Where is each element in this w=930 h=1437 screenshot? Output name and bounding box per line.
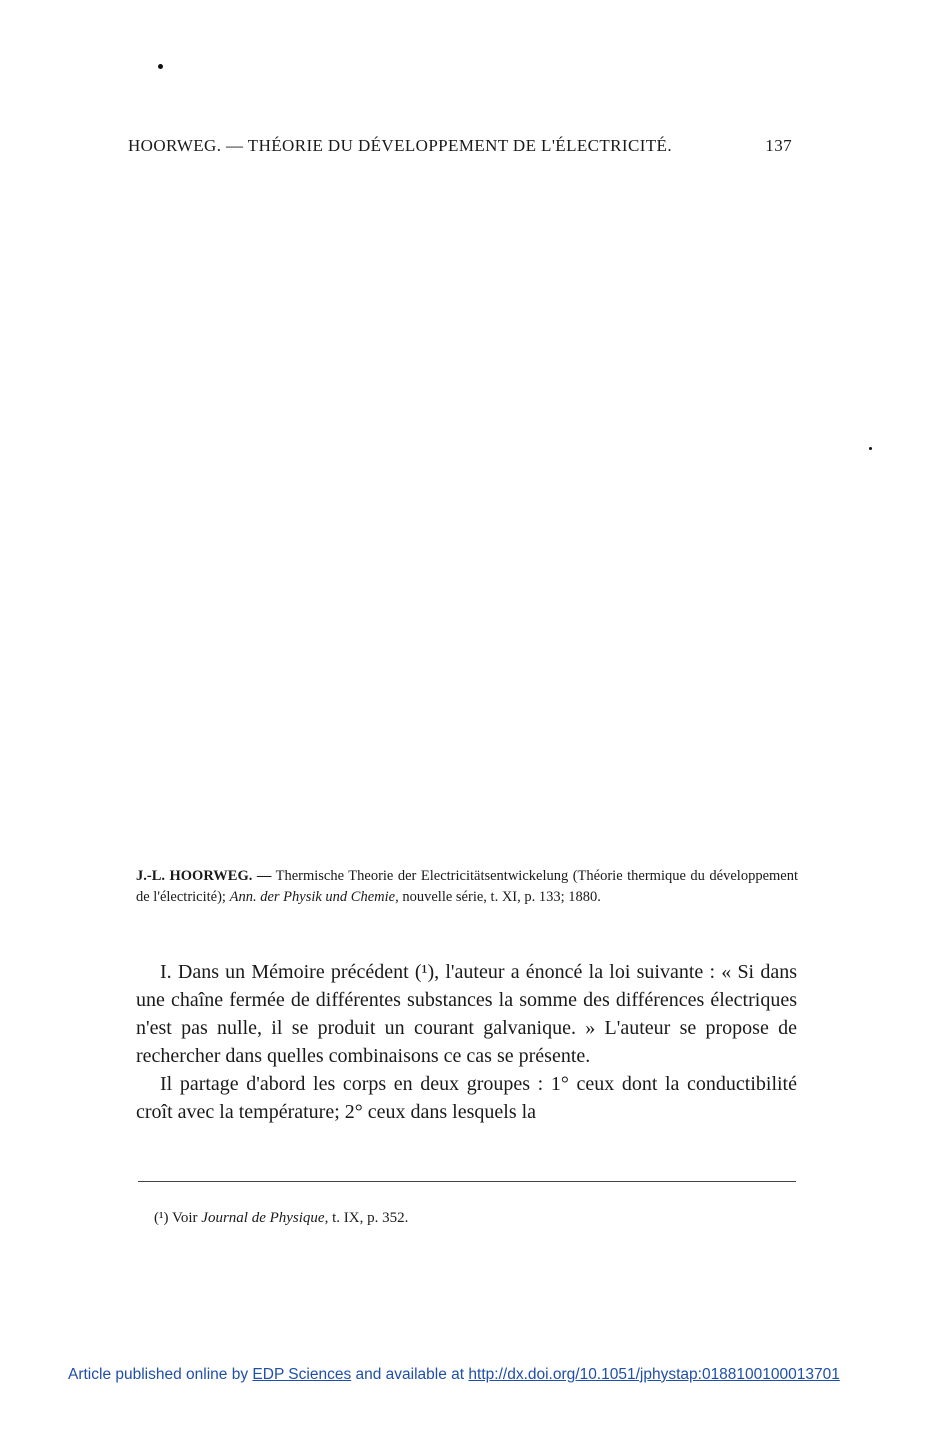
bibliography-title: Thermische Theorie der Electricitätsentwickelung (Théorie thermique du développement de l'électricité);: [136, 868, 798, 905]
footnote-rule: [138, 1181, 796, 1182]
bibliography-journal: Ann. der Physik und Chemie,: [229, 889, 399, 905]
doi-link[interactable]: http://dx.doi.org/10.1051/jphystap:0188100100013701: [468, 1366, 840, 1383]
bibliography-author: J.-L. HOORWEG. —: [136, 868, 272, 884]
running-head: [128, 136, 792, 156]
publisher-link[interactable]: EDP Sciences: [252, 1366, 352, 1383]
running-head-title: HOORWEG. — THÉORIE DU DÉVELOPPEMENT DE L'ÉLECTRICITÉ.: [128, 136, 672, 155]
body-paragraph: Il partage d'abord les corps en deux groupes : 1° ceux dont la conductibilité croît avec la température; 2° ceux dans lesquels la: [136, 1073, 797, 1123]
footnote-details: t. IX, p. 352.: [332, 1210, 409, 1226]
body-paragraph: I. Dans un Mémoire précédent (¹), l'auteur a énoncé la loi suivante : « Si dans une chaîne fermée de différentes substances la somme des différences électriques n'est pas nulle, il se produit un courant galvanique. » L'auteur se propose de rechercher dans quelles combinaisons ce cas se présente.: [136, 961, 797, 1067]
banner-prefix: Article published online by: [68, 1366, 249, 1383]
bibliography-entry: [136, 866, 798, 908]
footnote: [154, 1210, 408, 1227]
bibliography-details: nouvelle série, t. XI, p. 133; 1880.: [402, 889, 601, 905]
page-number: 137: [765, 136, 792, 155]
footnote-marker: (¹) Voir: [154, 1210, 198, 1226]
footnote-journal: Journal de Physique,: [201, 1210, 329, 1226]
scan-speck: [158, 64, 163, 69]
publication-banner: [68, 1366, 840, 1384]
article-body: [136, 958, 797, 1126]
banner-middle: and available at: [355, 1366, 465, 1383]
scan-speck: [869, 447, 872, 450]
